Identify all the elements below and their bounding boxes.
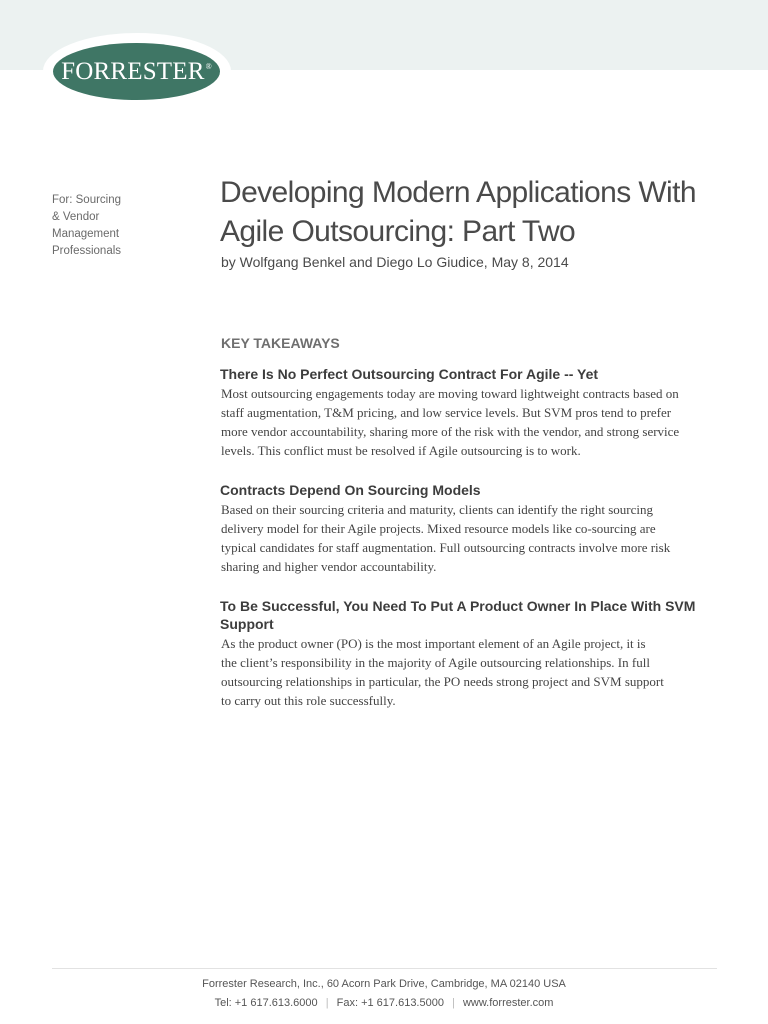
footer-contact [0,997,768,1009]
body-line: typical candidates for staff augmentation. Full outsourcing contracts involve more risk [221,540,671,555]
audience-line: Professionals [52,245,122,257]
byline: by Wolfgang Benkel and Diego Lo Giudice, May 8, 2014 [221,254,569,270]
footer-separator: | [325,997,329,1009]
logo-text: FORRESTER® [61,57,212,85]
takeaway-body [221,384,710,460]
audience-note [52,192,172,260]
heading-line: To Be Successful, You Need To Put A Product Owner In Place With SVM [220,598,696,614]
takeaway-heading: There Is No Perfect Outsourcing Contract For Agile -- Yet [220,366,599,382]
takeaway-body [221,500,710,576]
title-line: Developing Modern Applications With [220,176,696,209]
takeaway-section-1 [220,365,710,460]
audience-line: Management [52,228,120,240]
body-line: sharing and higher vendor accountability. [221,559,437,574]
title-line: Agile Outsourcing: Part Two [220,215,576,248]
body-line: staff augmentation, T&M pricing, and low service levels. But SVM pros tend to prefer [221,405,672,420]
footer-divider [52,968,717,969]
takeaway-body [221,634,710,710]
footer-phone: Tel: +1 617.613.6000 [214,997,318,1009]
takeaway-heading: Contracts Depend On Sourcing Models [220,482,481,498]
body-line: the client’s responsibility in the majority of Agile outsourcing relationships. In full [221,655,650,670]
body-line: outsourcing relationships in particular, the PO needs strong project and SVM support [221,674,664,689]
body-line: levels. This conflict must be resolved if Agile outsourcing is to work. [221,443,581,458]
footer-address: Forrester Research, Inc., 60 Acorn Park Drive, Cambridge, MA 02140 USA [202,978,566,990]
footer-separator: | [452,997,455,1009]
body-line: more vendor accountability, sharing more of the risk with the vendor, and strong service [221,424,680,439]
registered-mark: ® [205,62,212,72]
body-line: to carry out this role successfully. [221,693,396,708]
body-line: Most outsourcing engagements today are moving toward lightweight contracts based on [221,386,679,401]
audience-line: For: Sourcing [52,194,122,206]
report-title [220,173,740,251]
key-takeaways-heading: KEY TAKEAWAYS [221,335,340,351]
audience-line: & Vendor [52,211,100,223]
takeaway-section-2 [220,481,710,576]
footer-website-link[interactable]: www.forrester.com [462,997,554,1009]
heading-line: Support [220,616,274,632]
body-line: delivery model for their Agile projects. Mixed resource models like co-sourcing are [221,521,656,536]
forrester-logo [53,43,220,100]
body-line: Based on their sourcing criteria and maturity, clients can identify the right sourcing [221,502,654,517]
takeaway-heading [220,597,710,633]
takeaway-section-3 [220,597,710,710]
body-line: As the product owner (PO) is the most important element of an Agile project, it is [221,636,646,651]
footer-fax: Fax: +1 617.613.5000 [336,997,444,1009]
